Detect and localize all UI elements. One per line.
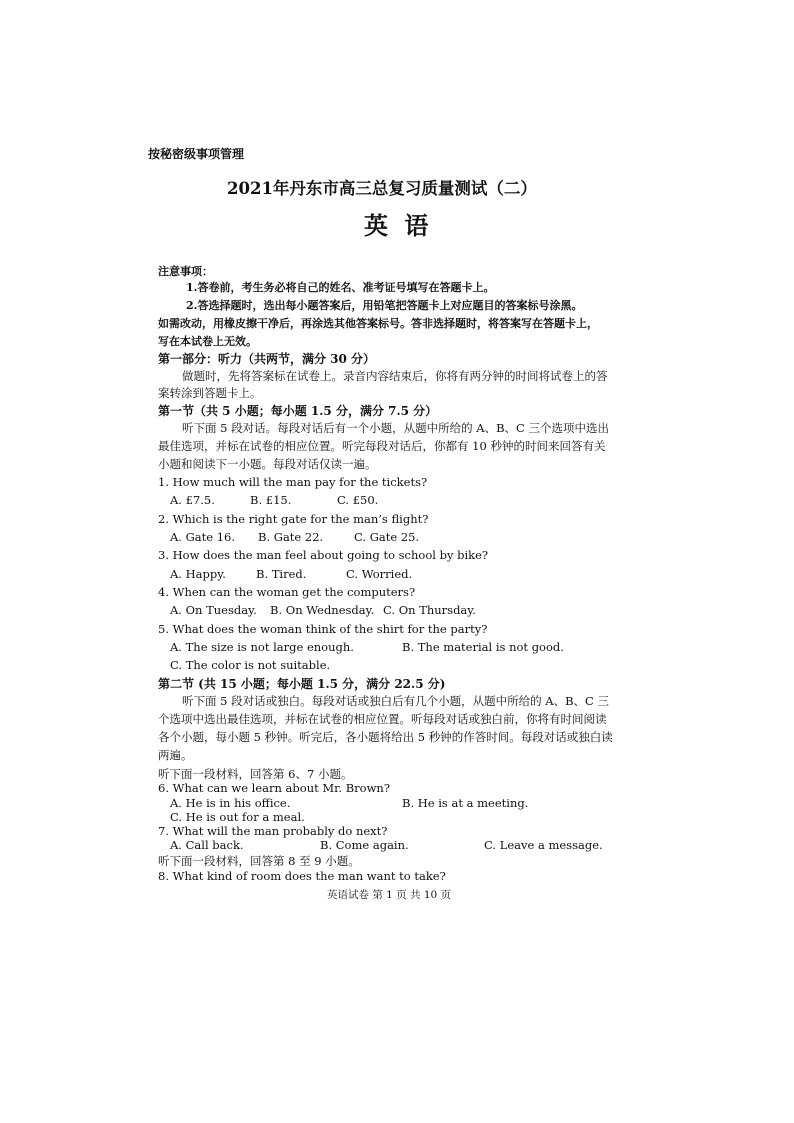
- question-1-option-a: A. £7.5.: [170, 493, 215, 507]
- question-4-stem: 4. When can the woman get the computers?: [158, 585, 416, 599]
- section2-heading: 第二节 (共 15 小题；每小题 1.5 分，满分 22.5 分): [158, 677, 446, 691]
- question-5-option-c: C. The color is not suitable.: [170, 658, 331, 672]
- question-6-option-a: A. He is in his office.: [170, 796, 291, 810]
- section2-intro-line-4: 两遍。: [158, 748, 193, 762]
- section1-heading: 第一节（共 5 小题；每小题 1.5 分，满分 7.5 分）: [158, 404, 438, 418]
- question-7-option-b: B. Come again.: [320, 838, 409, 852]
- question-3-option-b: B. Tired.: [256, 567, 307, 581]
- question-2-option-b: B. Gate 22.: [258, 530, 324, 544]
- notice-item-2-line-3: 写在本试卷上无效。: [158, 335, 257, 348]
- question-7-option-c: C. Leave a message.: [484, 838, 603, 852]
- notice-heading: 注意事项：: [158, 265, 213, 278]
- part1-heading: 第一部分：听力（共两节，满分 30 分）: [158, 352, 376, 366]
- question-4-option-c: C. On Thursday.: [383, 603, 476, 617]
- question-2-option-c: C. Gate 25.: [354, 530, 420, 544]
- section2-intro-line-3: 各个小题，每小题 5 秒钟。听完后，各小题将给出 5 秒钟的作答时间。每段对话或独白读: [158, 730, 613, 744]
- page-footer: 英语试卷 第 1 页 共 10 页: [327, 889, 452, 901]
- section2-intro-line-1: 听下面 5 段对话或独白。每段对话或独白后有几个小题，从题中所给的 A、B、C 三: [182, 694, 609, 708]
- group-2-instruction: 听下面一段材料，回答第 8 至 9 小题。: [158, 854, 360, 868]
- question-3-option-a: A. Happy.: [170, 567, 226, 581]
- question-8-stem: 8. What kind of room does the man want to take?: [158, 869, 446, 883]
- section1-intro-line-3: 小题和阅读下一小题。每段对话仅读一遍。: [158, 457, 377, 471]
- notice-item-2-line-2: 如需改动，用橡皮擦干净后，再涂选其他答案标号。答非选择题时，将答案写在答题卡上，: [158, 317, 598, 330]
- question-1-option-b: B. £15.: [250, 493, 292, 507]
- section1-intro-line-2: 最佳选项，并标在试卷的相应位置。听完每段对话后，你都有 10 秒钟的时间来回答有关: [158, 439, 606, 453]
- question-2-stem: 2. Which is the right gate for the man’s flight?: [158, 512, 429, 526]
- question-6-option-b: B. He is at a meeting.: [402, 796, 529, 810]
- section1-intro-line-1: 听下面 5 段对话。每段对话后有一个小题，从题中所给的 A、B、C 三个选项中选出: [182, 421, 609, 435]
- question-7-option-a: A. Call back.: [170, 838, 244, 852]
- group-1-instruction: 听下面一段材料，回答第 6、7 小题。: [158, 767, 353, 781]
- question-2-option-a: A. Gate 16.: [170, 530, 236, 544]
- question-6-option-c: C. He is out for a meal.: [170, 810, 305, 824]
- question-1-stem: 1. How much will the man pay for the tickets?: [158, 475, 428, 489]
- subject-title: 英 语: [364, 211, 433, 240]
- notice-item-1: 1.答卷前，考生务必将自己的姓名、准考证号填写在答题卡上。: [186, 281, 495, 294]
- question-5-option-b: B. The material is not good.: [402, 640, 564, 654]
- confidentiality-label: 按秘密级事项管理: [148, 147, 245, 161]
- question-3-option-c: C. Worried.: [346, 567, 413, 581]
- question-5-stem: 5. What does the woman think of the shirt for the party?: [158, 622, 488, 636]
- section2-intro-line-2: 个选项中选出最佳选项，并标在试卷的相应位置。听每段对话或独白前，你将有时间阅读: [158, 712, 607, 726]
- question-3-stem: 3. How does the man feel about going to school by bike?: [158, 548, 489, 562]
- question-5-option-a: A. The size is not large enough.: [170, 640, 354, 654]
- question-6-stem: 6. What can we learn about Mr. Brown?: [158, 781, 390, 795]
- question-4-option-b: B. On Wednesday.: [270, 603, 375, 617]
- question-1-option-c: C. £50.: [337, 493, 379, 507]
- question-4-option-a: A. On Tuesday.: [170, 603, 257, 617]
- part1-intro-line-2: 案转涂到答题卡上。: [158, 386, 262, 400]
- exam-title: 2021年丹东市高三总复习质量测试（二）: [227, 179, 537, 198]
- notice-item-2-line-1: 2.答选择题时，选出每小题答案后，用铅笔把答题卡上对应题目的答案标号涂黑。: [186, 299, 583, 312]
- question-7-stem: 7. What will the man probably do next?: [158, 824, 388, 838]
- part1-intro-line-1: 做题时，先将答案标在试卷上。录音内容结束后，你将有两分钟的时间将试卷上的答: [182, 369, 608, 383]
